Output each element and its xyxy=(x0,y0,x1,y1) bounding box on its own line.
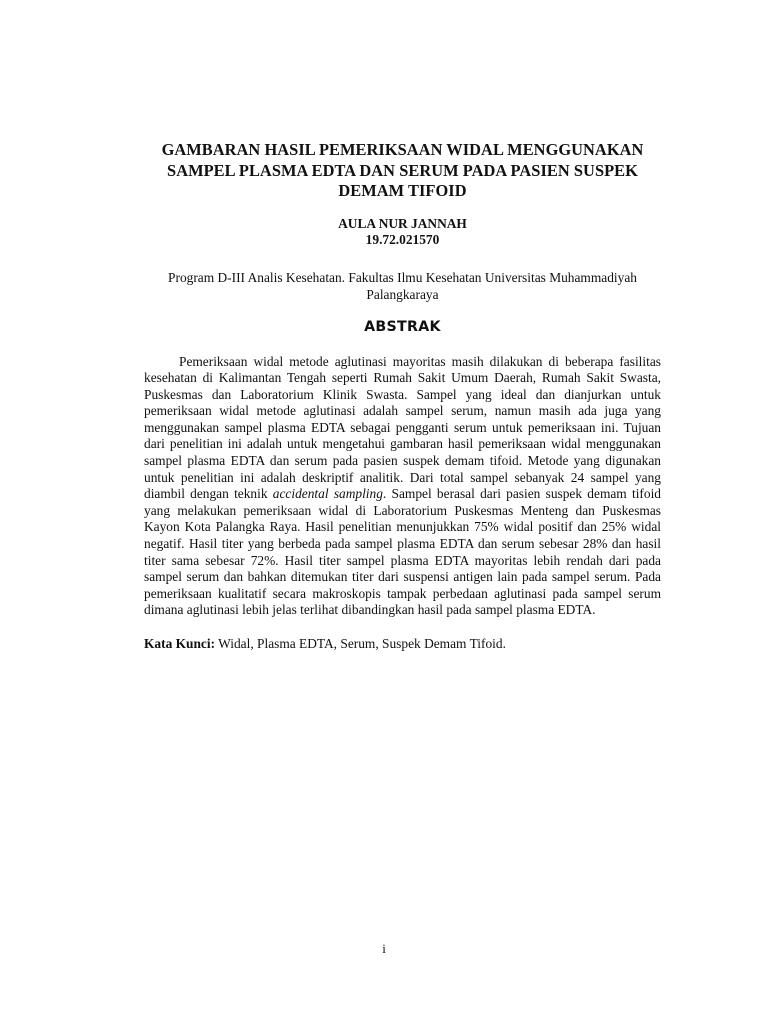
student-id: 19.72.021570 xyxy=(365,232,440,247)
abstract-italic-term: accidental sampling xyxy=(272,486,383,502)
abstract-heading: ABSTRAK xyxy=(364,318,441,335)
abstract-text-part2: . Sampel berasal dari pasien suspek demam tifoid yang melakukan pemeriksaan widal di Laboratorium Puskesmas Menteng dan Puskesmas Kayon Kota Palangka Raya. Hasil penelitian menunjukkan 75% widal positif dan 25% widal negatif. Hasil titer yang berbeda pada sampel plasma EDTA dan serum sebesar 28% dan hasil titer sama sebesar 72%. Hasil titer sampel plasma EDTA mayoritas lebih rendah dari pada sampel serum dan bahkan ditemukan titer dari suspensi antigen lain pada sampel serum. Pada pemeriksaan kualitatif secara makroskopis tampak perbedaan aglutinasi pada sampel serum dimana aglutinasi lebih jelas terlihat dibandingkan hasil pada sampel plasma EDTA. xyxy=(144,486,661,618)
abstract-paragraph xyxy=(144,354,661,620)
keywords-text: Widal, Plasma EDTA, Serum, Suspek Demam Tifoid. xyxy=(215,636,506,651)
author-block xyxy=(144,216,661,249)
keywords-label: Kata Kunci: xyxy=(144,636,216,651)
keywords-line xyxy=(144,636,661,653)
affiliation: Program D-III Analis Kesehatan. Fakultas Ilmu Kesehatan Universitas Muhammadiyah Palangkaraya xyxy=(168,269,637,302)
document-page xyxy=(144,140,661,653)
author-name: AULA NUR JANNAH xyxy=(338,215,467,231)
abstract-text-part1: Pemeriksaan widal metode aglutinasi mayoritas masih dilakukan di beberapa fasilitas kesehatan di Kalimantan Tengah seperti Rumah Sakit Umum Daerah, Rumah Sakit Swasta, Puskesmas dan Laboratorium Klinik Swasta. Sampel yang ideal dan dianjurkan untuk pemeriksaan widal metode aglutinasi adalah sampel serum, namun masih ada juga yang menggunakan sampel plasma EDTA sebagai pengganti serum untuk pemeriksaan ini. Tujuan dari penelitian ini adalah untuk mengetahui gambaran hasil pemeriksaan widal menggunakan sampel plasma EDTA dan serum pada pasien suspek demam tifoid. Metode yang digunakan untuk penelitian ini adalah deskriptif analitik. Dari total sampel sebanyak 24 sampel yang diambil dengan teknik xyxy=(144,353,661,502)
page-number: i xyxy=(382,941,386,956)
document-title: GAMBARAN HASIL PEMERIKSAAN WIDAL MENGGUNAKAN SAMPEL PLASMA EDTA DAN SERUM PADA PASIEN SUSPEK DEMAM TIFOID xyxy=(161,140,644,200)
